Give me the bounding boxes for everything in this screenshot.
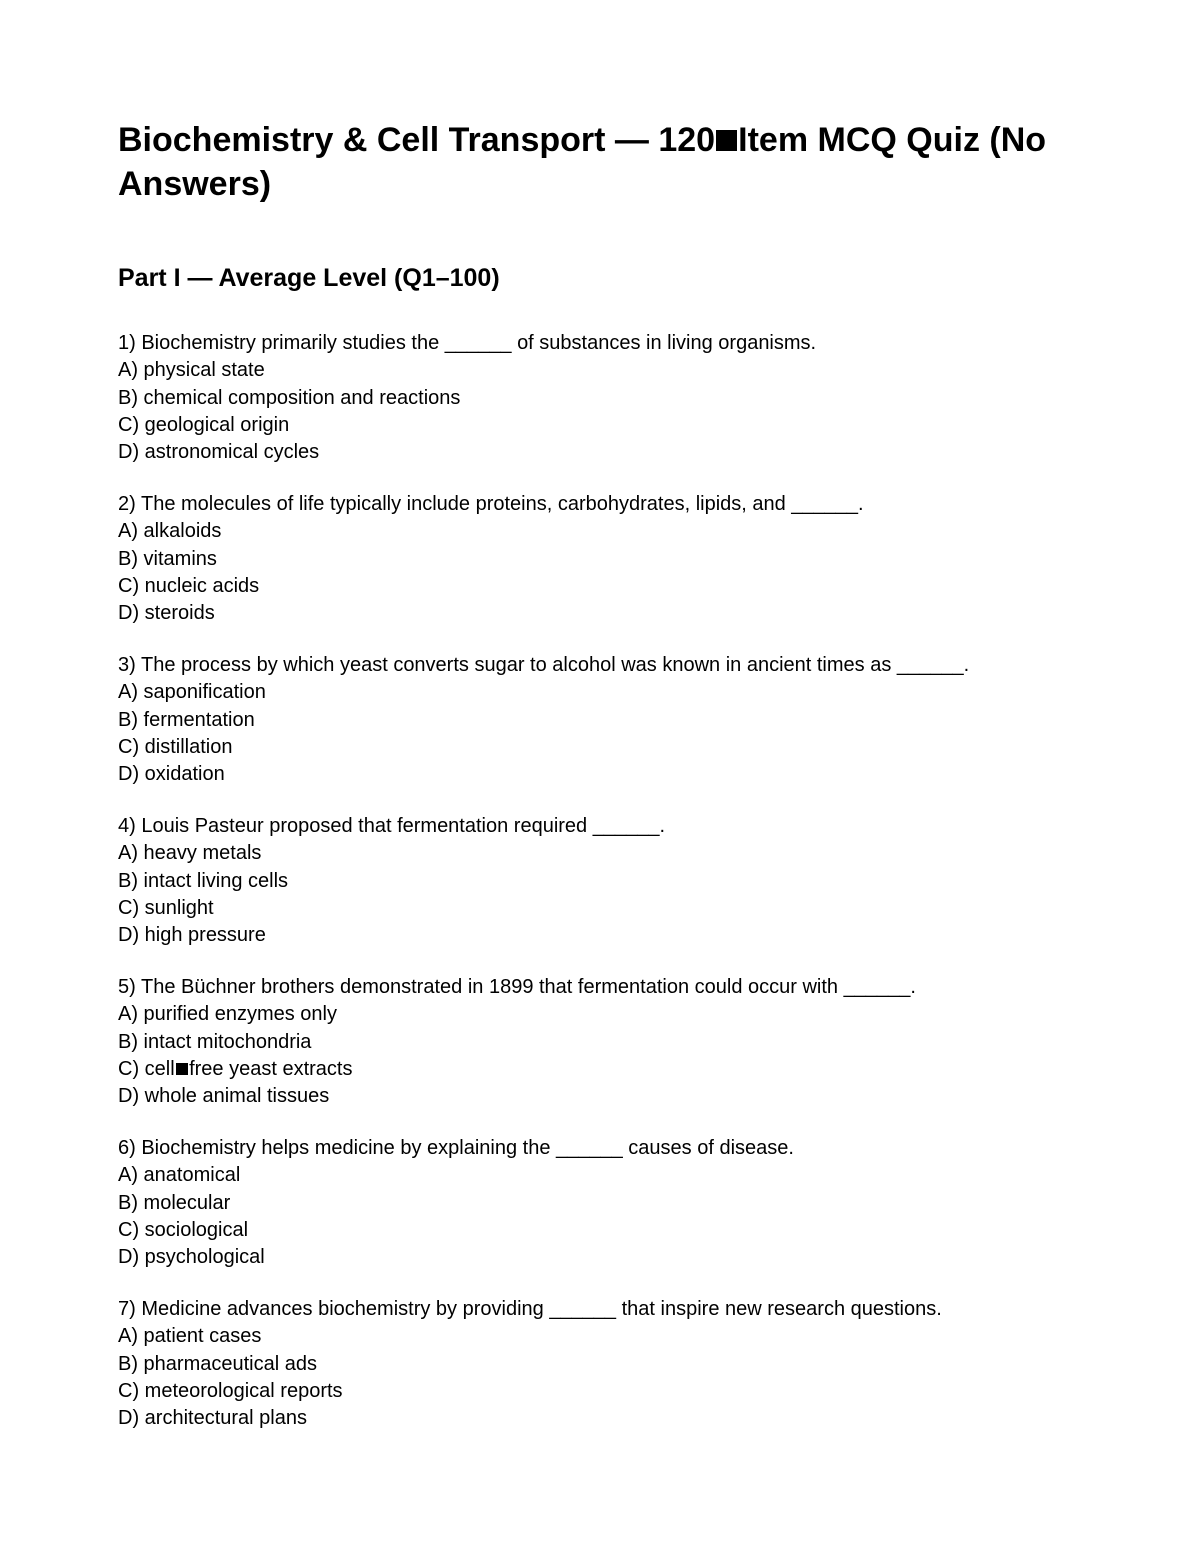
option-b: B) intact living cells bbox=[118, 869, 289, 892]
document-title bbox=[118, 118, 1118, 206]
option-b: B) molecular bbox=[118, 1191, 231, 1214]
question-4 bbox=[118, 813, 1118, 974]
question-stem: 6) Biochemistry helps medicine by explaining the ______ causes of disease. bbox=[118, 1137, 794, 1159]
option-c-end: free yeast extracts bbox=[189, 1057, 353, 1080]
option-a: A) heavy metals bbox=[118, 842, 262, 865]
option-c: C) meteorological reports bbox=[118, 1379, 343, 1402]
option-a: A) alkaloids bbox=[118, 520, 222, 543]
option-d: D) psychological bbox=[118, 1246, 265, 1269]
missing-glyph-square-icon bbox=[716, 130, 737, 151]
option-b: B) pharmaceutical ads bbox=[118, 1352, 317, 1375]
option-c-start: C) cell bbox=[118, 1057, 175, 1080]
option-b: B) intact mitochondria bbox=[118, 1030, 312, 1053]
option-b: B) vitamins bbox=[118, 547, 217, 570]
option-c: C) nucleic acids bbox=[118, 574, 260, 597]
question-2 bbox=[118, 491, 1118, 652]
option-c: C) distillation bbox=[118, 735, 233, 758]
option-c: C) sunlight bbox=[118, 896, 214, 919]
question-3 bbox=[118, 652, 1118, 813]
question-1 bbox=[118, 330, 1118, 491]
option-d: D) oxidation bbox=[118, 763, 225, 786]
question-5 bbox=[118, 974, 1118, 1135]
option-d: D) high pressure bbox=[118, 924, 266, 947]
option-c: C) sociological bbox=[118, 1218, 249, 1241]
question-stem: 2) The molecules of life typically include proteins, carbohydrates, lipids, and ______. bbox=[118, 493, 864, 515]
question-stem: 5) The Büchner brothers demonstrated in 1899 that fermentation could occur with ______. bbox=[118, 976, 916, 998]
question-stem: 3) The process by which yeast converts sugar to alcohol was known in ancient times as ______. bbox=[118, 654, 970, 676]
question-7 bbox=[118, 1296, 1118, 1457]
option-d: D) architectural plans bbox=[118, 1407, 307, 1430]
option-b: B) fermentation bbox=[118, 708, 255, 731]
option-d: D) astronomical cycles bbox=[118, 441, 320, 464]
option-c bbox=[118, 1056, 1118, 1083]
option-d: D) whole animal tissues bbox=[118, 1085, 330, 1108]
title-text-end: Item MCQ Quiz (No Answers) bbox=[118, 121, 1047, 203]
option-a: A) physical state bbox=[118, 359, 265, 382]
question-list bbox=[118, 330, 1118, 1457]
option-a: A) purified enzymes only bbox=[118, 1003, 337, 1026]
option-a: A) patient cases bbox=[118, 1325, 262, 1348]
question-stem: 4) Louis Pasteur proposed that fermentation required ______. bbox=[118, 815, 666, 837]
option-d: D) steroids bbox=[118, 602, 215, 625]
missing-glyph-square-icon bbox=[176, 1063, 188, 1075]
question-stem: 7) Medicine advances biochemistry by providing ______ that inspire new research questions. bbox=[118, 1298, 942, 1320]
option-a: A) anatomical bbox=[118, 1164, 241, 1187]
option-c: C) geological origin bbox=[118, 413, 290, 436]
option-a: A) saponification bbox=[118, 681, 266, 704]
question-stem: 1) Biochemistry primarily studies the ______ of substances in living organisms. bbox=[118, 332, 817, 354]
option-b: B) chemical composition and reactions bbox=[118, 386, 461, 409]
question-6 bbox=[118, 1135, 1118, 1296]
title-text-start: Biochemistry & Cell Transport — 120 bbox=[118, 121, 716, 159]
part-heading: Part I — Average Level (Q1–100) bbox=[118, 264, 500, 292]
